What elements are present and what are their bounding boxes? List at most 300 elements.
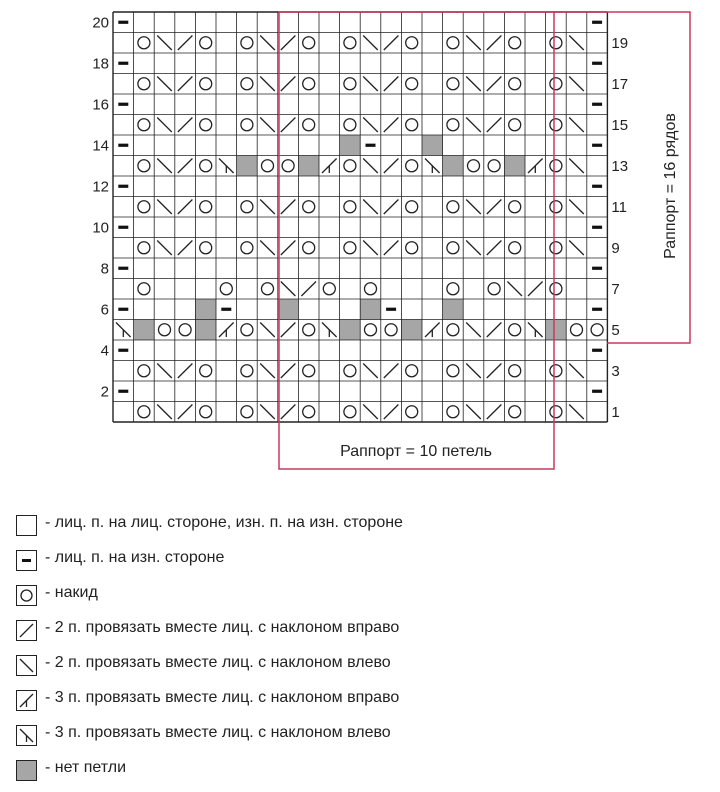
yarn-over-circle: [303, 119, 315, 131]
yarn-over-circle: [365, 324, 377, 336]
k2tog-left-symbol: [363, 159, 378, 174]
legend-label: - лиц. п. на изн. стороне: [45, 549, 225, 566]
legend-purl-icon: [16, 550, 37, 571]
yarn-over-symbol: [550, 283, 562, 295]
no-stitch-cell: [546, 320, 567, 341]
yarn-over-symbol: [200, 201, 212, 213]
diagonal-line: [466, 77, 481, 92]
yarn-over-symbol: [241, 406, 253, 418]
yarn-over-circle: [344, 242, 356, 254]
diagonal-line: [569, 36, 584, 51]
diagonal-line: [466, 200, 481, 215]
diagonal-line: [363, 36, 378, 51]
k2tog-right-symbol: [178, 241, 193, 256]
yarn-over-circle: [509, 365, 521, 377]
k2tog-right-symbol: [178, 77, 193, 92]
purl-symbol: [592, 62, 602, 65]
yarn-over-symbol: [406, 160, 418, 172]
diagonal-line: [260, 364, 275, 379]
yarn-over-symbol: [550, 119, 562, 131]
purl-symbol: [118, 308, 128, 311]
diagonal-line: [487, 241, 502, 256]
k2tog-right-symbol: [281, 405, 296, 420]
diagonal-line: [466, 241, 481, 256]
k2tog-right-symbol: [487, 118, 502, 133]
k2tog-right-symbol: [178, 364, 193, 379]
yarn-over-circle: [262, 160, 274, 172]
k2tog-left-symbol: [466, 118, 481, 133]
purl-symbol: [118, 21, 128, 24]
yarn-over-circle: [509, 201, 521, 213]
k2tog-right-symbol: [487, 241, 502, 256]
row-label-right: 7: [611, 280, 620, 298]
yarn-over-symbol: [406, 78, 418, 90]
no-stitch-cell: [278, 299, 299, 320]
yarn-over-circle: [344, 119, 356, 131]
legend-label: - 2 п. провязать вместе лиц. с наклоном вправо: [45, 619, 400, 636]
no-stitch-cell: [340, 320, 361, 341]
legend-item-k3tog-right: [16, 687, 706, 722]
k2tog-left-symbol: [569, 77, 584, 92]
yarn-over-circle: [447, 406, 459, 418]
yarn-over-symbol: [241, 324, 253, 336]
yarn-over-symbol: [406, 119, 418, 131]
diagonal-line: [281, 118, 296, 133]
yarn-over-circle: [241, 201, 253, 213]
k2tog-right-symbol: [384, 77, 399, 92]
yarn-over-symbol: [550, 406, 562, 418]
diagonal-line: [178, 364, 193, 379]
yarn-over-circle: [447, 365, 459, 377]
yarn-over-symbol: [200, 37, 212, 49]
yarn-over-circle: [550, 119, 562, 131]
diagonal-line: [569, 159, 584, 174]
yarn-over-symbol: [282, 160, 294, 172]
diagonal-line: [466, 118, 481, 133]
yarn-over-circle: [447, 78, 459, 90]
yarn-over-circle: [200, 119, 212, 131]
yarn-over-circle: [241, 365, 253, 377]
purl-symbol: [221, 308, 231, 311]
row-label-left: 10: [92, 219, 109, 237]
yarn-over-circle: [303, 406, 315, 418]
legend-yarn-over-icon: [16, 585, 37, 606]
yarn-over-circle: [550, 78, 562, 90]
yarn-over-circle: [200, 365, 212, 377]
k2tog-right-symbol: [487, 323, 502, 338]
k2tog-right-symbol: [281, 364, 296, 379]
yarn-over-symbol: [509, 78, 521, 90]
k2tog-left-symbol: [260, 77, 275, 92]
yarn-over-symbol: [447, 365, 459, 377]
yarn-over-symbol: [406, 201, 418, 213]
yarn-over-symbol: [344, 37, 356, 49]
yarn-over-circle: [571, 324, 583, 336]
diagonal-line: [384, 159, 399, 174]
no-stitch-cell: [443, 156, 464, 177]
diagonal-line: [281, 323, 296, 338]
yarn-over-symbol: [262, 160, 274, 172]
diagonal-line: [260, 118, 275, 133]
no-stitch-cell: [401, 320, 422, 341]
purl-dash: [118, 185, 128, 188]
k3tog-left-symbol: [528, 323, 543, 338]
row-label-right: 15: [611, 116, 629, 134]
diagonal-line: [281, 36, 296, 51]
diagonal-line: [281, 241, 296, 256]
yarn-over-circle: [344, 365, 356, 377]
yarn-over-circle: [406, 242, 418, 254]
k2tog-left-symbol: [363, 241, 378, 256]
yarn-over-circle: [303, 242, 315, 254]
yarn-over-circle: [200, 406, 212, 418]
yarn-over-symbol: [406, 406, 418, 418]
yarn-over-symbol: [241, 119, 253, 131]
yarn-over-symbol: [344, 160, 356, 172]
purl-dash: [118, 21, 128, 24]
yarn-over-circle: [509, 37, 521, 49]
yarn-over-circle: [282, 160, 294, 172]
purl-dash: [221, 308, 231, 311]
row-label-left: 6: [100, 301, 109, 319]
row-label-right: 5: [611, 321, 620, 339]
row-label-right: 13: [611, 157, 629, 175]
purl-dash: [118, 103, 128, 106]
k2tog-right-symbol: [281, 77, 296, 92]
diagonal-line: [487, 36, 502, 51]
yarn-over-symbol: [241, 365, 253, 377]
yarn-over-symbol: [509, 365, 521, 377]
yarn-over-symbol: [138, 283, 150, 295]
k2tog-right-symbol: [281, 241, 296, 256]
yarn-over-circle: [509, 78, 521, 90]
yarn-over-symbol: [447, 324, 459, 336]
purl-symbol: [386, 308, 396, 311]
yarn-over-circle: [509, 119, 521, 131]
purl-symbol: [592, 185, 602, 188]
k2tog-left-symbol: [363, 405, 378, 420]
diagonal-line: [507, 282, 522, 297]
yarn-over-circle: [138, 201, 150, 213]
yarn-over-symbol: [138, 365, 150, 377]
yarn-over-symbol: [447, 283, 459, 295]
yarn-over-circle: [365, 283, 377, 295]
yarn-over-circle: [138, 160, 150, 172]
yarn-over-symbol: [509, 406, 521, 418]
yarn-over-circle: [344, 201, 356, 213]
yarn-over-symbol: [447, 201, 459, 213]
legend-item-k2tog-left: [16, 652, 706, 687]
yarn-over-symbol: [406, 37, 418, 49]
yarn-over-circle: [447, 324, 459, 336]
diagonal-line: [384, 241, 399, 256]
diagonal-line: [281, 405, 296, 420]
purl-symbol: [592, 226, 602, 229]
no-stitch-cell: [340, 135, 361, 156]
diagonal-line: [466, 323, 481, 338]
diagonal-line: [260, 200, 275, 215]
diagonal-line: [569, 118, 584, 133]
yarn-over-circle: [241, 119, 253, 131]
k2tog-left-symbol: [363, 364, 378, 379]
purl-dash: [118, 349, 128, 352]
yarn-over-symbol: [200, 119, 212, 131]
yarn-over-symbol: [550, 201, 562, 213]
yarn-over-circle: [468, 160, 480, 172]
yarn-over-circle: [447, 201, 459, 213]
yarn-over-symbol: [138, 119, 150, 131]
k3tog-left-symbol: [116, 323, 131, 338]
yarn-over-symbol: [447, 119, 459, 131]
diagonal-line: [487, 118, 502, 133]
yarn-over-symbol: [200, 78, 212, 90]
purl-dash: [592, 308, 602, 311]
diagonal-line: [487, 405, 502, 420]
legend-no-stitch-icon: [16, 760, 37, 781]
diagonal-line: [466, 364, 481, 379]
diagonal-line: [487, 364, 502, 379]
k2tog-right-symbol: [384, 200, 399, 215]
yarn-over-circle: [344, 406, 356, 418]
no-stitch-cell: [237, 156, 258, 177]
yarn-over-symbol: [241, 37, 253, 49]
purl-dash: [592, 267, 602, 270]
no-stitch-cell: [195, 299, 216, 320]
purl-dash: [592, 21, 602, 24]
yarn-over-circle: [406, 78, 418, 90]
k2tog-right-symbol: [281, 200, 296, 215]
diagonal-line: [260, 405, 275, 420]
yarn-over-circle: [406, 201, 418, 213]
k2tog-left-symbol: [260, 323, 275, 338]
k2tog-left-symbol: [157, 159, 172, 174]
yarn-over-symbol: [509, 119, 521, 131]
repeat-stitches-label: Раппорт = 10 петель: [340, 443, 492, 460]
purl-symbol: [118, 390, 128, 393]
k2tog-left-symbol: [466, 323, 481, 338]
k2tog-left-symbol: [569, 200, 584, 215]
legend-k2tog-left-icon: [16, 655, 37, 676]
legend-item-knit: [16, 512, 706, 547]
yarn-over-circle: [138, 119, 150, 131]
yarn-over-circle: [262, 283, 274, 295]
yarn-over-circle: [303, 37, 315, 49]
k3tog-right-symbol: [528, 159, 543, 174]
yarn-over-symbol: [159, 324, 171, 336]
purl-symbol: [118, 226, 128, 229]
row-label-left: 16: [92, 96, 109, 114]
yarn-over-circle: [509, 242, 521, 254]
purl-symbol: [118, 349, 128, 352]
diagonal-line: [363, 200, 378, 215]
yarn-over-circle: [200, 37, 212, 49]
yarn-over-circle: [220, 283, 232, 295]
diagonal-line: [178, 77, 193, 92]
row-label-right: 17: [611, 75, 629, 93]
k2tog-right-symbol: [178, 200, 193, 215]
yarn-over-symbol: [138, 160, 150, 172]
yarn-over-circle: [550, 406, 562, 418]
diagonal-line: [157, 364, 172, 379]
purl-symbol: [118, 62, 128, 65]
yarn-over-circle: [385, 324, 397, 336]
diagonal-line: [281, 282, 296, 297]
yarn-over-symbol: [303, 119, 315, 131]
k2tog-left-symbol: [507, 282, 522, 297]
k2tog-right-symbol: [384, 118, 399, 133]
chart-cells: [116, 21, 603, 419]
k2tog-left-symbol: [363, 200, 378, 215]
row-label-left: 18: [92, 55, 109, 73]
yarn-over-symbol: [550, 37, 562, 49]
k3tog-left-symbol: [425, 159, 440, 174]
yarn-over-circle: [488, 160, 500, 172]
yarn-over-symbol: [303, 406, 315, 418]
no-stitch-cell: [195, 320, 216, 341]
yarn-over-symbol: [200, 365, 212, 377]
diagonal-line: [487, 323, 502, 338]
k2tog-right-symbol: [487, 405, 502, 420]
row-label-left: 14: [92, 137, 109, 155]
diagonal-line: [569, 241, 584, 256]
diagonal-line: [363, 118, 378, 133]
k2tog-right-symbol: [487, 36, 502, 51]
yarn-over-symbol: [591, 324, 603, 336]
diagonal-line: [487, 77, 502, 92]
diagonal-line: [178, 159, 193, 174]
k2tog-left-symbol: [260, 200, 275, 215]
row-label-right: 11: [611, 198, 627, 216]
purl-symbol: [592, 103, 602, 106]
legend-item-k3tog-left: [16, 722, 706, 757]
yarn-over-circle: [200, 201, 212, 213]
diagonal-line: [281, 200, 296, 215]
yarn-over-symbol: [488, 160, 500, 172]
yarn-over-circle: [138, 78, 150, 90]
k2tog-left-symbol: [157, 364, 172, 379]
row-label-right: 19: [611, 34, 629, 52]
purl-symbol: [592, 144, 602, 147]
legend-label: - накид: [45, 584, 98, 601]
k2tog-left-symbol: [569, 405, 584, 420]
row-label-left: 8: [100, 260, 109, 278]
yarn-over-circle: [344, 78, 356, 90]
k2tog-left-symbol: [466, 405, 481, 420]
diagonal-line: [363, 241, 378, 256]
yarn-over-circle: [200, 160, 212, 172]
yarn-over-circle: [550, 160, 562, 172]
diagonal-line: [569, 77, 584, 92]
diagonal-line: [157, 200, 172, 215]
legend-label: - 3 п. провязать вместе лиц. с наклоном вправо: [45, 689, 400, 706]
diagonal-line: [384, 200, 399, 215]
k2tog-left-symbol: [157, 118, 172, 133]
yarn-over-symbol: [303, 242, 315, 254]
diagonal-line: [178, 241, 193, 256]
diagonal-line: [260, 323, 275, 338]
diagonal-line: [301, 282, 316, 297]
diagonal-line: [528, 282, 543, 297]
yarn-over-circle: [200, 242, 212, 254]
yarn-over-symbol: [550, 160, 562, 172]
diagonal-line: [466, 36, 481, 51]
yarn-over-circle: [406, 406, 418, 418]
yarn-over-symbol: [138, 78, 150, 90]
legend-item-yarn-over: [16, 582, 706, 617]
no-stitch-cell: [360, 299, 381, 320]
purl-dash: [118, 144, 128, 147]
yarn-over-circle: [509, 324, 521, 336]
k2tog-right-symbol: [384, 364, 399, 379]
diagonal-line: [178, 118, 193, 133]
k2tog-left-symbol: [157, 405, 172, 420]
yarn-over-symbol: [262, 283, 274, 295]
yarn-over-circle: [200, 78, 212, 90]
k2tog-left-symbol: [569, 364, 584, 379]
yarn-over-symbol: [468, 160, 480, 172]
k2tog-left-symbol: [466, 200, 481, 215]
k2tog-left-symbol: [260, 118, 275, 133]
purl-dash: [592, 144, 602, 147]
k2tog-right-symbol: [281, 323, 296, 338]
diagonal-line: [178, 200, 193, 215]
k2tog-left-symbol: [569, 36, 584, 51]
yarn-over-circle: [550, 201, 562, 213]
k2tog-right-symbol: [178, 405, 193, 420]
k2tog-right-symbol: [178, 36, 193, 51]
yarn-over-symbol: [138, 406, 150, 418]
yarn-over-symbol: [303, 365, 315, 377]
yarn-over-circle: [241, 242, 253, 254]
yarn-over-circle: [509, 406, 521, 418]
row-label-left: 2: [100, 383, 109, 401]
yarn-over-circle: [447, 283, 459, 295]
k2tog-left-symbol: [260, 36, 275, 51]
diagonal-line: [363, 364, 378, 379]
yarn-over-symbol: [241, 242, 253, 254]
k2tog-right-symbol: [281, 36, 296, 51]
no-stitch-cell: [504, 156, 525, 177]
yarn-over-symbol: [406, 242, 418, 254]
yarn-over-symbol: [447, 406, 459, 418]
diagonal-line: [157, 36, 172, 51]
yarn-over-circle: [344, 160, 356, 172]
purl-dash: [118, 226, 128, 229]
yarn-over-circle: [179, 324, 191, 336]
purl-dash: [592, 226, 602, 229]
k2tog-left-symbol: [569, 159, 584, 174]
yarn-over-symbol: [406, 365, 418, 377]
diagonal-line: [569, 405, 584, 420]
legend-k2tog-right-icon: [16, 620, 37, 641]
k2tog-left-symbol: [157, 200, 172, 215]
purl-symbol: [592, 267, 602, 270]
yarn-over-symbol: [200, 160, 212, 172]
yarn-over-symbol: [385, 324, 397, 336]
no-stitch-cell: [134, 320, 155, 341]
yarn-over-symbol: [509, 324, 521, 336]
yarn-over-symbol: [179, 324, 191, 336]
diagonal-line: [384, 36, 399, 51]
k2tog-left-symbol: [260, 405, 275, 420]
yarn-over-symbol: [303, 324, 315, 336]
yarn-over-circle: [550, 242, 562, 254]
k3tog-right-symbol: [219, 323, 234, 338]
yarn-over-circle: [550, 37, 562, 49]
purl-symbol: [592, 21, 602, 24]
yarn-over-symbol: [220, 283, 232, 295]
diagonal-line: [466, 405, 481, 420]
